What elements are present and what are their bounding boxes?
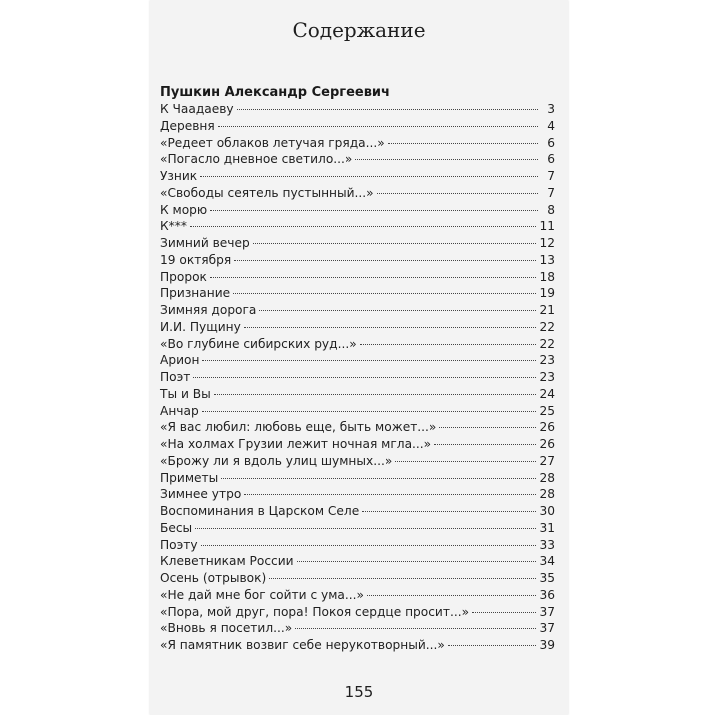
toc-entry-title: Осень (отрывок): [160, 571, 267, 585]
toc-entry: [160, 486, 555, 503]
dot-leader: [233, 293, 536, 294]
dot-leader: [244, 327, 537, 328]
toc-entry-page: 6: [547, 152, 555, 167]
toc-entry-title: «На холмах Грузии лежит ночная мгла...»: [160, 437, 432, 451]
toc-entry-title: Зимняя дорога: [160, 303, 257, 317]
toc-entry: [160, 503, 555, 520]
toc-entry-title: Деревня: [160, 118, 215, 133]
toc-entry: [160, 202, 555, 219]
toc-entry-page: 8: [547, 202, 555, 217]
toc-entry-title: 19 октября: [160, 252, 232, 267]
toc-entry-page: 23: [539, 370, 555, 384]
toc-entry-page: 26: [539, 437, 555, 451]
dot-leader: [439, 427, 536, 428]
toc-entry: [160, 118, 555, 135]
toc-entry: [160, 553, 555, 570]
toc-entry: [160, 151, 555, 168]
toc-entry: [160, 252, 555, 269]
toc-entry-title: «Пора, мой друг, пора! Покоя сердце просит...»: [160, 604, 470, 619]
author-heading: Пушкин Александр Сергеевич: [160, 85, 390, 100]
toc-entry: [160, 235, 555, 252]
toc-entry-page: 4: [547, 118, 555, 133]
toc-entry-page: 37: [539, 621, 555, 636]
dot-leader: [190, 226, 537, 227]
dot-leader: [237, 109, 538, 110]
toc-entry-page: 6: [547, 135, 555, 150]
toc-entry-page: 21: [539, 303, 555, 317]
toc-entry-page: 22: [539, 336, 555, 351]
toc-entry: [160, 101, 555, 118]
toc-entry-title: К***: [160, 219, 187, 234]
toc-entry-page: 36: [539, 587, 555, 602]
toc-entry: [160, 620, 555, 637]
toc-entry: [160, 520, 555, 537]
dot-leader: [202, 360, 536, 361]
toc-entry: [160, 269, 555, 286]
dot-leader: [362, 511, 536, 512]
toc-entry-title: Воспоминания в Царском Селе: [160, 504, 360, 518]
dot-leader: [234, 260, 536, 261]
toc-entry-page: 25: [539, 403, 555, 418]
toc-entry-title: «Погасло дневное светило...»: [160, 152, 353, 167]
toc-entry-page: 24: [539, 386, 555, 401]
dot-leader: [295, 628, 536, 629]
toc-entry-title: Пророк: [160, 269, 207, 284]
toc-entry-title: «Я вас любил: любовь еще, быть может...»: [160, 420, 437, 435]
toc-entry-page: 27: [539, 453, 555, 468]
dot-leader: [367, 595, 537, 596]
toc-entry-page: 3: [547, 102, 555, 116]
toc-entry-title: Поэт: [160, 370, 191, 384]
toc-entry: [160, 352, 555, 369]
dot-leader: [253, 243, 537, 244]
toc-entry-page: 28: [539, 487, 555, 502]
toc-list: [160, 101, 555, 654]
toc-entry: [160, 218, 555, 235]
dot-leader: [201, 545, 537, 546]
toc-entry-page: 30: [539, 504, 555, 518]
toc-entry-title: И.И. Пущину: [160, 319, 241, 334]
toc-entry-title: Приметы: [160, 470, 219, 485]
toc-entry-title: «Во глубине сибирских руд...»: [160, 336, 357, 351]
toc-entry: [160, 369, 555, 386]
toc-entry-title: «Свободы сеятель пустынный...»: [160, 185, 374, 200]
dot-leader: [269, 578, 536, 579]
toc-entry-title: Зимнее утро: [160, 487, 242, 502]
toc-entry-title: Бесы: [160, 520, 193, 535]
toc-entry-title: Зимний вечер: [160, 236, 250, 250]
toc-entry-title: «Редеет облаков летучая гряда...»: [160, 135, 385, 150]
dot-leader: [388, 143, 538, 144]
toc-entry: [160, 185, 555, 202]
toc-entry-page: 37: [539, 604, 555, 619]
dot-leader: [200, 176, 538, 177]
dot-leader: [210, 277, 537, 278]
dot-leader: [221, 478, 536, 479]
dot-leader: [195, 528, 536, 529]
toc-entry-title: К морю: [160, 202, 208, 217]
toc-entry-page: 11: [539, 219, 555, 234]
toc-entry-page: 7: [547, 169, 555, 183]
toc-entry: [160, 470, 555, 487]
toc-entry-page: 31: [539, 520, 555, 535]
toc-entry-page: 7: [547, 185, 555, 200]
page-number: 155: [344, 683, 374, 701]
toc-entry: [160, 319, 555, 336]
toc-entry: [160, 135, 555, 152]
toc-entry-page: 19: [539, 286, 555, 301]
page-title: Содержание: [292, 18, 426, 42]
dot-leader: [259, 310, 536, 311]
toc-entry-title: «Вновь я посетил...»: [160, 621, 293, 636]
toc-entry-page: 13: [539, 252, 555, 267]
dot-leader: [202, 411, 537, 412]
toc-entry-title: Узник: [160, 169, 198, 183]
toc-entry: [160, 453, 555, 470]
toc-entry: [160, 637, 555, 654]
dot-leader: [448, 645, 537, 646]
toc-entry-page: 33: [539, 537, 555, 552]
toc-entry-page: 39: [539, 638, 555, 652]
toc-entry-title: Анчар: [160, 403, 199, 418]
toc-entry: [160, 537, 555, 554]
toc-entry: [160, 570, 555, 587]
toc-entry-page: 35: [539, 571, 555, 585]
dot-leader: [193, 377, 536, 378]
toc-entry: [160, 302, 555, 319]
toc-entry: [160, 587, 555, 604]
toc-entry-title: Признание: [160, 286, 231, 301]
toc-entry: [160, 604, 555, 621]
dot-leader: [218, 126, 538, 127]
toc-entry-title: «Я памятник возвиг себе нерукотворный...»: [160, 638, 445, 652]
toc-entry-title: К Чаадаеву: [160, 102, 234, 116]
toc-entry-page: 26: [539, 420, 555, 435]
toc-entry-page: 23: [539, 353, 555, 368]
toc-entry: [160, 168, 555, 185]
toc-entry: [160, 419, 555, 436]
toc-entry-title: Арион: [160, 353, 200, 368]
toc-entry-page: 22: [539, 319, 555, 334]
toc-entry: [160, 336, 555, 353]
toc-entry-title: «Брожу ли я вдоль улиц шумных...»: [160, 453, 393, 468]
dot-leader: [395, 461, 536, 462]
dot-leader: [434, 444, 536, 445]
dot-leader: [244, 494, 536, 495]
dot-leader: [360, 344, 537, 345]
toc-entry-page: 18: [539, 269, 555, 284]
toc-entry-title: Поэту: [160, 537, 198, 552]
toc-entry-title: Ты и Вы: [160, 386, 211, 401]
toc-entry-title: «Не дай мне бог сойти с ума...»: [160, 587, 364, 602]
toc-entry: [160, 436, 555, 453]
dot-leader: [210, 210, 538, 211]
dot-leader: [472, 612, 536, 613]
dot-leader: [355, 159, 538, 160]
book-page: [150, 0, 568, 715]
toc-entry-page: 34: [539, 554, 555, 569]
dot-leader: [377, 193, 538, 194]
toc-entry: [160, 386, 555, 403]
toc-entry: [160, 403, 555, 420]
toc-entry-page: 12: [539, 236, 555, 250]
dot-leader: [297, 561, 537, 562]
toc-entry: [160, 285, 555, 302]
dot-leader: [214, 394, 537, 395]
toc-entry-page: 28: [539, 470, 555, 485]
toc-entry-title: Клеветникам России: [160, 554, 294, 569]
